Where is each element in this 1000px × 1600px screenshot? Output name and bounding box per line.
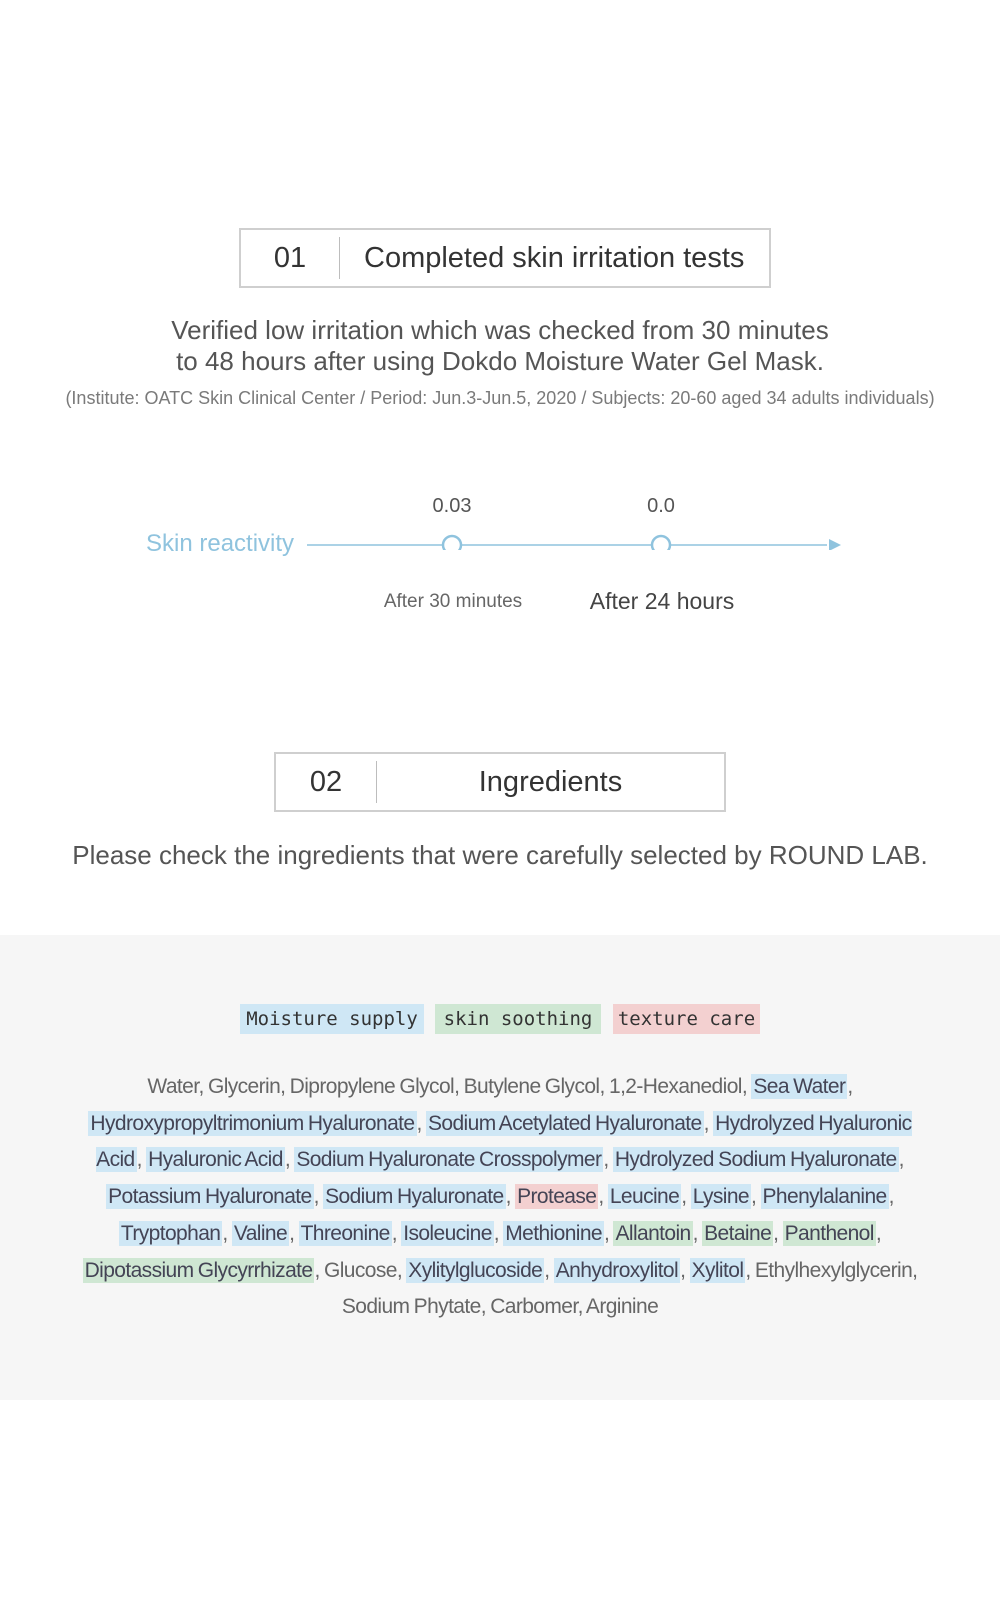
ingredient-item: Sodium Phytate xyxy=(341,1295,481,1319)
ingredient-item: Glucose xyxy=(323,1258,397,1282)
ingredient-item: Sea Water xyxy=(753,1075,846,1098)
ingredients-description: Please check the ingredients that were carefully selected by ROUND LAB. xyxy=(72,840,928,870)
time-label-30-minutes: After 30 minutes xyxy=(383,591,523,612)
description-line-2: to 48 hours after using Dokdo Moisture Water Gel Mask. xyxy=(176,346,824,376)
ingredient-item: Arginine xyxy=(585,1295,659,1319)
timeline-point-24-hours xyxy=(652,536,670,550)
timeline-arrow-icon xyxy=(829,539,841,550)
ingredient-item: Sodium Hyaluronate xyxy=(325,1185,504,1209)
ingredient-item: Ethylhexylglycerin xyxy=(754,1258,913,1282)
ingredient-item: Anhydroxylitol xyxy=(555,1258,679,1282)
ingredient-item: Hydroxypropyltrimonium Hyaluronate xyxy=(90,1111,415,1135)
skin-reactivity-timeline xyxy=(300,520,845,550)
section-header-ingredients xyxy=(274,752,726,812)
ingredient-item: Panthenol xyxy=(784,1221,874,1245)
ingredient-item: Dipotassium Glycyrrhizate xyxy=(84,1258,313,1282)
ingredient-item: Allantoin xyxy=(615,1221,691,1245)
section-number: 02 xyxy=(309,765,343,798)
reactivity-value-30-minutes: 0.03 xyxy=(432,495,472,517)
ingredient-item: Water xyxy=(147,1075,199,1098)
ingredient-item: Threonine xyxy=(300,1221,390,1245)
ingredient-item: Carbomer xyxy=(490,1295,578,1319)
section-title: Ingredients xyxy=(478,765,623,798)
ingredient-item: Tryptophan xyxy=(120,1221,221,1245)
ingredient-item: Phenylalanine xyxy=(762,1185,887,1209)
ingredient-item: Glycerin xyxy=(207,1075,281,1098)
ingredient-item: Betaine xyxy=(704,1221,772,1245)
ingredient-item: Isoleucine xyxy=(403,1221,492,1245)
ingredient-item: Valine xyxy=(233,1221,288,1245)
legend-skin-soothing: skin soothing xyxy=(435,1004,601,1034)
ingredient-item: Hydrolyzed Sodium Hyaluronate xyxy=(614,1148,897,1172)
ingredient-item: Sodium Hyaluronate Crosspolymer xyxy=(296,1148,602,1172)
description-line-1: Verified low irritation which was checked from 30 minutes xyxy=(171,315,829,345)
ingredient-item: Hyaluronic Acid xyxy=(148,1148,283,1172)
test-details-note: (Institute: OATC Skin Clinical Center / Period: Jun.3-Jun.5, 2020 / Subjects: 20-60 aged 34 adults individuals) xyxy=(65,388,935,408)
timeline-point-30-minutes xyxy=(443,536,461,550)
ingredient-item: Methionine xyxy=(505,1221,602,1245)
ingredient-item: Dipropylene Glycol xyxy=(289,1075,455,1098)
reactivity-value-24-hours: 0.0 xyxy=(647,495,675,517)
ingredient-item: Sodium Acetylated Hyaluronate xyxy=(427,1111,702,1135)
ingredient-item: 1,2-Hexanediol xyxy=(608,1075,742,1098)
legend-moisture-supply: Moisture supply xyxy=(240,1004,424,1034)
ingredient-item: Xylitol xyxy=(691,1258,744,1282)
ingredient-item: Protease xyxy=(517,1185,597,1209)
ingredient-item: Leucine xyxy=(609,1185,680,1209)
ingredient-item: Butylene Glycol xyxy=(463,1075,600,1098)
ingredient-item: Xylitylglucoside xyxy=(408,1258,543,1282)
ingredient-list: Water, Glycerin, Dipropylene Glycol, Butylene Glycol, 1,2-Hexanediol, Sea Water, Hydroxypropyltrimonium Hyaluronate, Sodium Acetylated Hyaluronate, Hydrolyzed Hyaluronic Acid, Hyaluronic Acid, Sodium Hyaluronate Crosspolymer, Hydrolyzed Sodium Hyaluronate, Potassium Hyaluronate, Sodium Hyaluronate, Protease, Leucine, Lysine, Phenylalanine, Tryptophan, Valine, Threonine, Isoleucine, Methionine, Allantoin, Betaine, Panthenol, Dipotassium Glycyrrhizate, Glucose, Xylitylglucoside, Anhydroxylitol, Xylitol, Ethylhexylglycerin, Sodium Phytate, Carbomer, Arginine xyxy=(84,1075,918,1319)
time-label-24-hours: After 24 hours xyxy=(589,588,735,614)
ingredient-item: Hydrolyzed Hyaluronic Acid xyxy=(96,1111,912,1172)
section-header-irritation-tests xyxy=(239,228,771,288)
section-number: 01 xyxy=(273,241,307,274)
ingredient-item: Potassium Hyaluronate xyxy=(108,1185,312,1209)
irritation-test-description xyxy=(0,315,1000,377)
legend-texture-care: texture care xyxy=(613,1004,760,1034)
ingredient-item: Lysine xyxy=(692,1185,750,1209)
skin-reactivity-label: Skin reactivity xyxy=(146,530,295,557)
section-title: Completed skin irritation tests xyxy=(364,241,745,274)
